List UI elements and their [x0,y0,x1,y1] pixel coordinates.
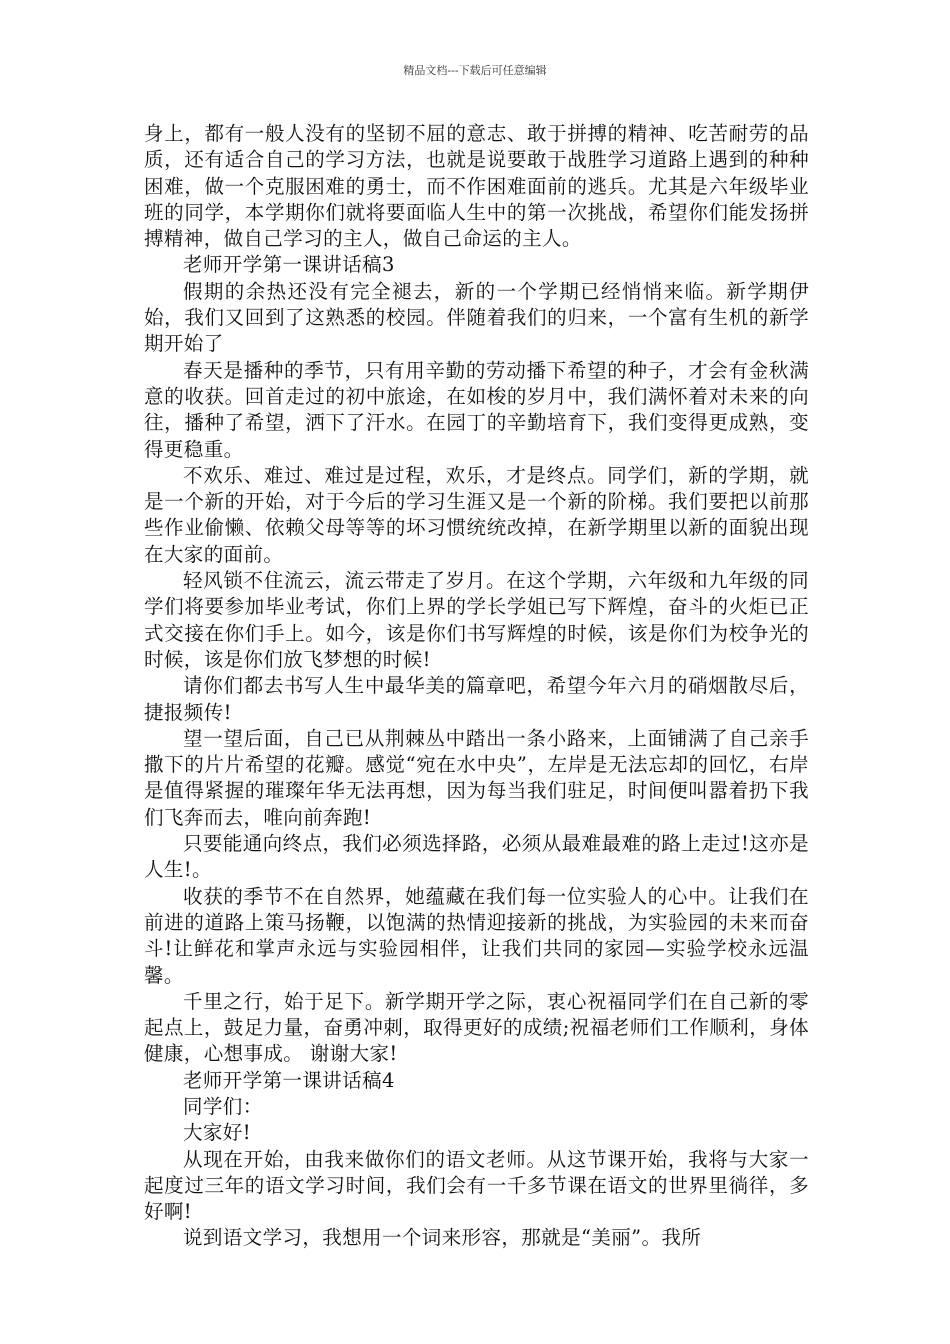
body-paragraph: 望一望后面，自己已从荆棘丛中踏出一条小路来，上面铺满了自己亲手撒下的片片希望的花瓣。感觉“宛在水中央”，左岸是无法忘却的回忆，右岸是值得紧握的璀璨年华无法再想，因为每当我们驻足，时间便叫嚣着扔下我们飞奔而去，唯向前奔跑! [144,726,809,829]
body-paragraph: 轻风锁不住流云，流云带走了岁月。在这个学期，六年级和九年级的同学们将要参加毕业考试，你们上界的学长学姐已写下辉煌，奋斗的火炬已正式交接在你们手上。如今，该是你们书写辉煌的时候，该是你们为校争光的时候，该是你们放飞梦想的时候! [144,569,809,671]
body-paragraph: 春天是播种的季节，只有用辛勤的劳动播下希望的种子，才会有金秋满意的收获。回首走过的初中旅途，在如梭的岁月中，我们满怀着对未来的向往，播种了希望，洒下了汗水。在园丁的辛勤培育下，我们变得更成熟，变得更稳重。 [144,358,809,461]
salutation: 同学们： [183,1094,263,1118]
body-paragraph: 假期的余热还没有完全褪去，新的一个学期已经悄悄来临。新学期伊始，我们又回到了这熟悉的校园。伴随着我们的归来，一个富有生机的新学期开始了 [144,279,809,356]
body-paragraph: 请你们都去书写人生中最华美的篇章吧，希望今年六月的硝烟散尽后，捷报频传! [144,674,809,724]
section-heading: 老师开学第一课讲话稿4 [183,1068,395,1092]
document-body [144,121,809,1252]
body-paragraph: 收获的季节不在自然界，她蕴藏在我们每一位实验人的心中。让我们在前进的道路上策马扬鞭，以饱满的热情迎接新的挑战，为实验园的未来而奋斗!让鲜花和掌声永远与实验园相伴，让我们共同的家园—实验学校永远温馨。 [144,884,809,987]
body-paragraph: 不欢乐、难过、难过是过程，欢乐，才是终点。同学们，新的学期，就是一个新的开始，对于今后的学习生涯又是一个新的阶梯。我们要把以前那些作业偷懒、依赖父母等等的坏习惯统统改掉，在新学期里以新的面貌出现在大家的面前。 [144,463,809,566]
body-paragraph: 身上，都有一般人没有的坚韧不屈的意志、敢于拼搏的精神、吃苦耐劳的品质，还有适合自己的学习方法，也就是说要敢于战胜学习道路上遇到的种种困难，做一个克服困难的勇士，而不作困难面前的逃兵。尤其是六年级毕业班的同学，本学期你们就将要面临人生中的第一次挑战，希望你们能发扬拼搏精神，做自己学习的主人，做自己命运的主人。 [144,122,809,251]
greeting: 大家好! [183,1121,251,1145]
body-paragraph: 说到语文学习，我想用一个词来形容，那就是“美丽”。我所 [183,1226,702,1250]
body-paragraph: 只要能通向终点，我们必须选择路，必须从最难最难的路上走过!这亦是人生!。 [144,832,809,882]
page-header: 精品文档---下载后可任意编辑 [403,64,547,77]
section-heading: 老师开学第一课讲话稿3 [183,253,395,277]
body-paragraph: 千里之行，始于足下。新学期开学之际，衷心祝福同学们在自己新的零起点上，鼓足力量，奋勇冲刺，取得更好的成绩;祝福老师们工作顺利，身体健康，心想事成。 谢谢大家! [144,989,809,1066]
body-paragraph: 从现在开始，由我来做你们的语文老师。从这节课开始，我将与大家一起度过三年的语文学习时间，我们会有一千多节课在语文的世界里徜徉，多好啊! [144,1147,809,1224]
